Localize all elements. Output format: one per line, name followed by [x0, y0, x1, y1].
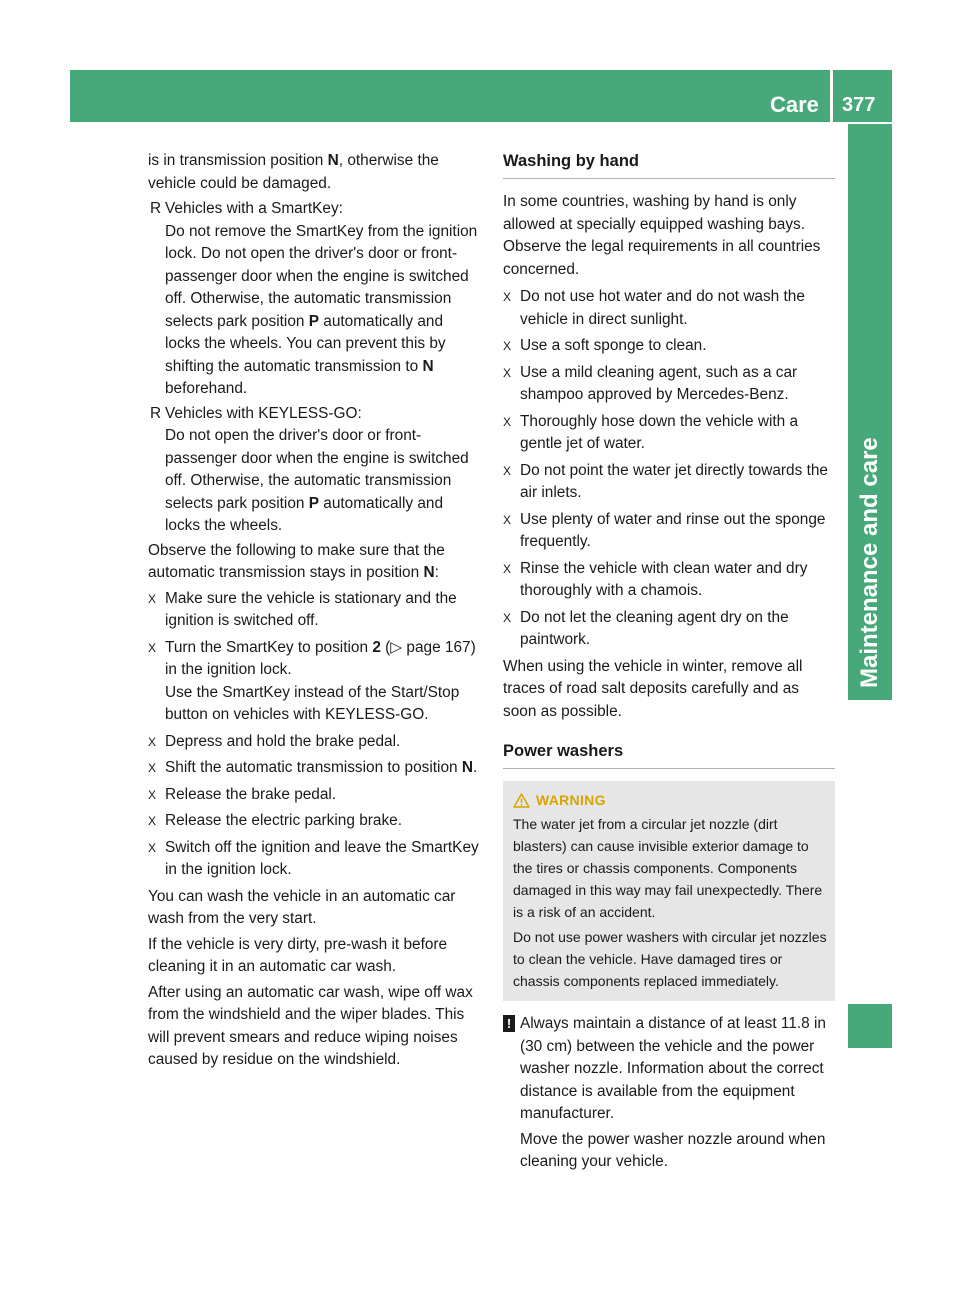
step-item [148, 757, 480, 780]
warning-box [503, 781, 835, 1001]
step-text: Depress and hold the brake pedal. [165, 732, 401, 750]
step-item [503, 286, 835, 331]
paragraph: After using an automatic car wash, wipe off wax from the windshield and the wiper blades. This will prevent smears and reduce wiping noises caused by residue on the windshield. [148, 983, 473, 1068]
step-arrow-icon: X [148, 640, 157, 655]
step-arrow-icon: X [503, 365, 512, 380]
step-item [503, 362, 835, 407]
step-text: Use a mild cleaning agent, such as a car shampoo approved by Mercedes-Benz. [520, 363, 798, 403]
step-text: Thoroughly hose down the vehicle with a gentle jet of water. [520, 412, 799, 452]
bullet-text: Do not open the driver's door or front-passenger door when the engine is switched off. Otherwise, the automatic transmission selects park position P automatically and locks the wheels. [165, 427, 469, 534]
paragraph: In some countries, washing by hand is only allowed at specially equipped washing bays. Observe the legal requirements in all countries concerned. [503, 193, 821, 278]
step-arrow-icon: X [148, 787, 157, 802]
warning-triangle-icon [513, 793, 530, 808]
step-item [503, 558, 835, 603]
left-column [148, 150, 480, 1075]
step-text: Switch off the ignition and leave the SmartKey in the ignition lock. [165, 838, 479, 878]
step-arrow-icon: X [503, 610, 512, 625]
observe-paragraph: Observe the following to make sure that the automatic transmission stays in position N: [148, 541, 445, 581]
step-arrow-icon: X [503, 561, 512, 576]
step-arrow-icon: X [503, 512, 512, 527]
intro-paragraph: is in transmission position N, otherwise the vehicle could be damaged. [148, 152, 439, 192]
step-text: Do not let the cleaning agent dry on the paintwork. [520, 608, 789, 648]
header-bar [70, 70, 892, 122]
bullet-mark: R [150, 404, 162, 422]
bullet-title: Vehicles with a SmartKey: [165, 200, 343, 217]
step-item [503, 607, 835, 652]
bullet-smartkey [148, 198, 480, 401]
step-item [148, 810, 480, 833]
paragraph: You can wash the vehicle in an automatic car wash from the very start. [148, 887, 456, 927]
step-item [148, 588, 480, 633]
bullet-title: Vehicles with KEYLESS-GO: [165, 404, 362, 422]
step-text: Do not use hot water and do not wash the vehicle in direct sunlight. [520, 288, 805, 328]
bullet-keyless-go [148, 403, 480, 538]
step-text: Make sure the vehicle is stationary and the ignition is switched off. [165, 589, 457, 629]
step-text: Shift the automatic transmission to position N. [165, 759, 478, 776]
step-text: Do not point the water jet directly towards the air inlets. [520, 461, 828, 501]
chapter-marker [848, 1004, 892, 1048]
step-text: Use plenty of water and rinse out the sponge frequently. [520, 510, 826, 550]
step-arrow-icon: X [148, 814, 157, 828]
step-text: Release the electric parking brake. [165, 812, 402, 829]
step-item [503, 460, 835, 505]
right-column [503, 150, 835, 1177]
step-text: Rinse the vehicle with clean water and dry thoroughly with a chamois. [520, 559, 808, 599]
chapter-tab [848, 124, 892, 700]
warning-text: The water jet from a circular jet nozzle (dirt blasters) can cause invisible exterior damage to the tires or chassis components. Components damaged in this way may fail unexpectedly. There is a risk of an accident. [513, 816, 823, 920]
step-arrow-icon: X [503, 463, 512, 478]
page-number: 377 [842, 94, 876, 116]
warning-text: Do not use power washers with circular jet nozzles to clean the vehicle. Have damaged tires or chassis components replaced immediately. [513, 929, 827, 989]
section-title: Care [770, 92, 819, 117]
step-subtext: Use the SmartKey instead of the Start/Stop button on vehicles with KEYLESS-GO. [165, 683, 460, 723]
step-item [503, 509, 835, 554]
step-text: Turn the SmartKey to position 2 (▷ page 167) in the ignition lock. [165, 638, 476, 678]
heading-power-washers: Power washers [503, 740, 835, 769]
step-item [503, 335, 835, 358]
step-item [148, 837, 480, 882]
notice-text: Move the power washer nozzle around when cleaning your vehicle. [520, 1130, 826, 1170]
step-arrow-icon: X [148, 734, 157, 749]
paragraph: When using the vehicle in winter, remove all traces of road salt deposits carefully and as soon as possible. [503, 657, 803, 720]
header-divider [830, 70, 833, 122]
notice-exclamation-icon: ! [503, 1015, 515, 1032]
step-arrow-icon: X [148, 591, 157, 606]
step-arrow-icon: X [503, 339, 512, 353]
chapter-tab-label: Maintenance and care [856, 437, 883, 688]
step-item [148, 637, 480, 727]
step-arrow-icon: X [148, 761, 157, 775]
step-text: Release the brake pedal. [165, 785, 337, 803]
step-item [148, 731, 480, 754]
step-text: Use a soft sponge to clean. [520, 337, 707, 354]
bullet-mark: R [150, 200, 162, 217]
step-item [503, 411, 835, 456]
step-item [148, 784, 480, 807]
warning-title: WARNING [536, 792, 606, 808]
paragraph: If the vehicle is very dirty, pre-wash it before cleaning it in an automatic car wash. [148, 935, 448, 975]
notice-text: Always maintain a distance of at least 11.8 in (30 cm) between the vehicle and the power washer nozzle. Information about the correct distance is available from the equipment manufacturer. [520, 1015, 826, 1122]
step-arrow-icon: X [148, 840, 157, 855]
bullet-text: Do not remove the SmartKey from the ignition lock. Do not open the driver's door or front-passenger door when the engine is switched off. Otherwise, the automatic transmission selects park position P automatically and locks the wheels. You can prevent this by shifting the automatic transmission to N beforehand. [165, 222, 478, 397]
step-arrow-icon: X [503, 290, 512, 304]
heading-washing-by-hand: Washing by hand [503, 150, 835, 179]
step-arrow-icon: X [503, 414, 512, 429]
notice-item [503, 1013, 835, 1174]
